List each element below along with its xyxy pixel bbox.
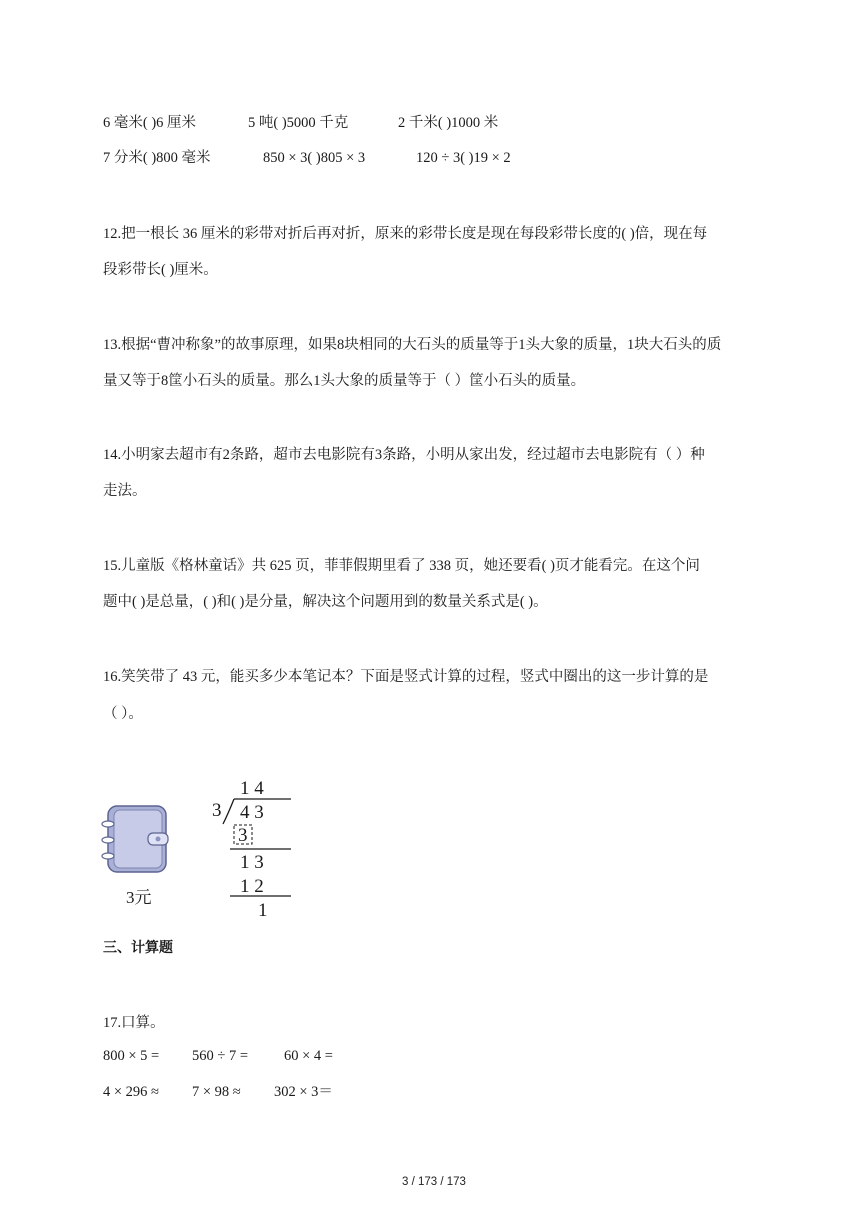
division-step: 1 2 bbox=[240, 876, 264, 897]
q13-line-2: 量又等于8筐小石头的质量。那么1头大象的质量等于（ ）筐小石头的质量。 bbox=[103, 373, 586, 389]
notebook-price: 3元 bbox=[126, 888, 152, 907]
compare-item: 5 吨( )5000 千克 bbox=[248, 115, 349, 131]
arithmetic-item: 800 × 5 = bbox=[103, 1048, 160, 1064]
q16-line-1: 16.笑笑带了 43 元，能买多少本笔记本？下面是竖式计算的过程，竖式中圈出的这一步计算的是 bbox=[103, 669, 709, 685]
arithmetic-item: 60 × 4 = bbox=[284, 1048, 333, 1064]
notebook-icon bbox=[102, 806, 168, 872]
q12-line-2: 段彩带长( )厘米。 bbox=[103, 262, 218, 278]
compare-item: 2 千米( )1000 米 bbox=[398, 115, 499, 131]
division-figure bbox=[100, 770, 300, 920]
q13-line-1: 13.根据“曹冲称象”的故事原理，如果8块相同的大石头的质量等于1头大象的质量，1块大石头的质 bbox=[103, 337, 722, 353]
page-number: 3 / 173 / 173 bbox=[402, 1176, 466, 1188]
q14-line-2: 走法。 bbox=[103, 483, 147, 499]
section-heading: 三、计算题 bbox=[103, 940, 173, 956]
q14-line-1: 14.小明家去超市有2条路，超市去电影院有3条路，小明从家出发，经过超市去电影院有（ ）种 bbox=[103, 447, 705, 463]
arithmetic-item: 560 ÷ 7 = bbox=[192, 1048, 249, 1064]
compare-item: 7 分米( )800 毫米 bbox=[103, 150, 211, 166]
compare-item: 850 × 3( )805 × 3 bbox=[263, 150, 366, 166]
division-divisor: 3 bbox=[212, 800, 222, 821]
division-bracket bbox=[223, 799, 234, 824]
q12-line-1: 12.把一根长 36 厘米的彩带对折后再对折，原来的彩带长度是现在每段彩带长度的( )倍，现在每 bbox=[103, 226, 708, 242]
q16-line-2: （ ）。 bbox=[103, 706, 143, 722]
q17-title: 17.口算。 bbox=[103, 1015, 165, 1031]
q15-line-1: 15.儿童版《格林童话》共 625 页，菲菲假期里看了 338 页，她还要看( )页才能看完。在这个问 bbox=[103, 558, 700, 574]
arithmetic-item: 7 × 98 ≈ bbox=[192, 1084, 241, 1100]
q15-line-2: 题中( )是总量，( )和( )是分量，解决这个问题用到的数量关系式是( )。 bbox=[103, 594, 548, 610]
division-step: 1 3 bbox=[240, 852, 264, 873]
division-quotient: 1 4 bbox=[240, 778, 264, 799]
division-dividend: 4 3 bbox=[240, 802, 264, 823]
compare-item: 6 毫米( )6 厘米 bbox=[103, 115, 197, 131]
compare-item: 120 ÷ 3( )19 × 2 bbox=[416, 150, 511, 166]
arithmetic-item: 302 × 3＝ bbox=[274, 1084, 333, 1100]
division-remainder: 1 bbox=[258, 900, 268, 920]
arithmetic-item: 4 × 296 ≈ bbox=[103, 1084, 160, 1100]
division-boxed-digit: 3 bbox=[238, 825, 248, 846]
